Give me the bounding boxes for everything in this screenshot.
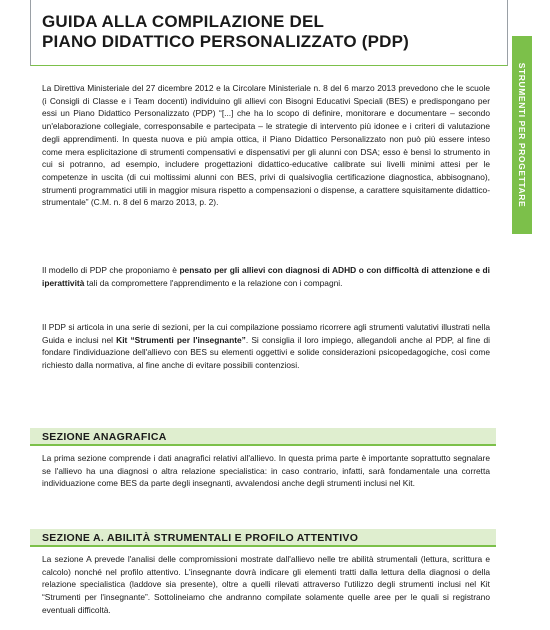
section-heading-label: SEZIONE A. ABILITÀ STRUMENTALI E PROFILO ATTENTIVO (42, 532, 359, 544)
model-text-end: tali da compromettere l'apprendimento e la relazione con i compagni. (84, 277, 343, 288)
structure-paragraph (42, 321, 490, 372)
section-anagrafica-text: La prima sezione comprende i dati anagrafici relativi all'allievo. In questa prima parte è importante soprattutto segnalare se l'allievo ha una diagnosi o altra relazione specialistica: in caso contrario, infatti, sarà fondamentale una corretta individuazione come BES da parte degli insegnanti, avvalendosi anche degli strumenti inclusi nel Kit. (42, 453, 490, 489)
structure-text-end: . Si consiglia il loro impiego, allegandoli anche al PDP, al fine di fondare l'individuazione dell'allievo con BES su elementi oggettivi e solide considerazioni psicopedagogiche, così come richiesto dalla normativa, al fine anche di evitare possibili contenziosi. (42, 334, 490, 371)
page-title (42, 12, 409, 52)
model-text-start: Il modello di PDP che proponiamo è (42, 265, 180, 275)
model-paragraph (42, 264, 490, 289)
section-a-text: La sezione A prevede l'analisi delle compromissioni mostrate dall'allievo nelle tre abilità strumentali (lettura, scrittura e calcolo) nonché nel profilo attentivo. L'insegnante dovrà indicare gli elementi tratti dalla lettura della diagnosi o della relazione specialistica (laddove sia presente), oltre a quelli rilevati attraverso l'utilizzo degli strumenti inclusi nel Kit “Strumenti per l'insegnante”. Sottolineiamo che andranno compilate solamente quelle aree per le quali si registrano eventuali difficoltà. (42, 554, 490, 615)
model-text-bold: pensato per gli allievi con diagnosi di ADHD o con difficoltà di attenzione e di iperattività (42, 265, 490, 288)
side-tab (512, 36, 532, 234)
intro-paragraph: La Direttiva Ministeriale del 27 dicembre 2012 e la Circolare Ministeriale n. 8 del 6 marzo 2013 prevedono che le scuole (i Consigli di Classe e i Team docenti) individuino gli allievi con Bisogni Educativi Speciali (BES) e predispongano per essi un Piano Didattico Personalizzato (PDP) “[...] che ha lo scopo di definire, monitorare e documentare – secondo un'elaborazione collegiale, corresponsabile e partecipata – le strategie di intervento più idonee e i criteri di valutazione degli apprendimenti. In questa nuova e più ampia ottica, il Piano Didattico Personalizzato non può più essere inteso come mera esplicitazione di strumenti compensativi e dispensativi per gli alunni con DSA; esso è bensì lo strumento in cui si potranno, ad esempio, includere progettazioni didattico-educative calibrate sui livelli minimi attesi per le competenze in uscita (di cui moltissimi alunni con BES, privi di qualsivoglia certificazione diagnostica, abbisognano), strumenti programmatici utili in maggior misura rispetto a compensazioni o dispense, a carattere squisitamente didattico-strumentale” (C.M. n. 8 del 6 marzo 2013, p. 2). (42, 83, 490, 208)
kit-name: Kit “Strumenti per l'insegnante” (116, 334, 246, 345)
title-box (30, 0, 508, 66)
structure-text-start: Il PDP si articola in una serie di sezioni, per la cui compilazione possiamo ricorrere agli strumenti valutativi illustrati nella Guida e inclusi nel (42, 322, 490, 345)
section-heading-anagrafica (30, 428, 496, 446)
section-heading-a (30, 529, 496, 547)
side-tab-label: STRUMENTI PER PROGETTARE (517, 62, 527, 208)
section-heading-label: SEZIONE ANAGRAFICA (42, 431, 167, 443)
title-line-1: GUIDA ALLA COMPILAZIONE DEL (42, 12, 325, 31)
title-line-2: PIANO DIDATTICO PERSONALIZZATO (PDP) (42, 32, 410, 51)
